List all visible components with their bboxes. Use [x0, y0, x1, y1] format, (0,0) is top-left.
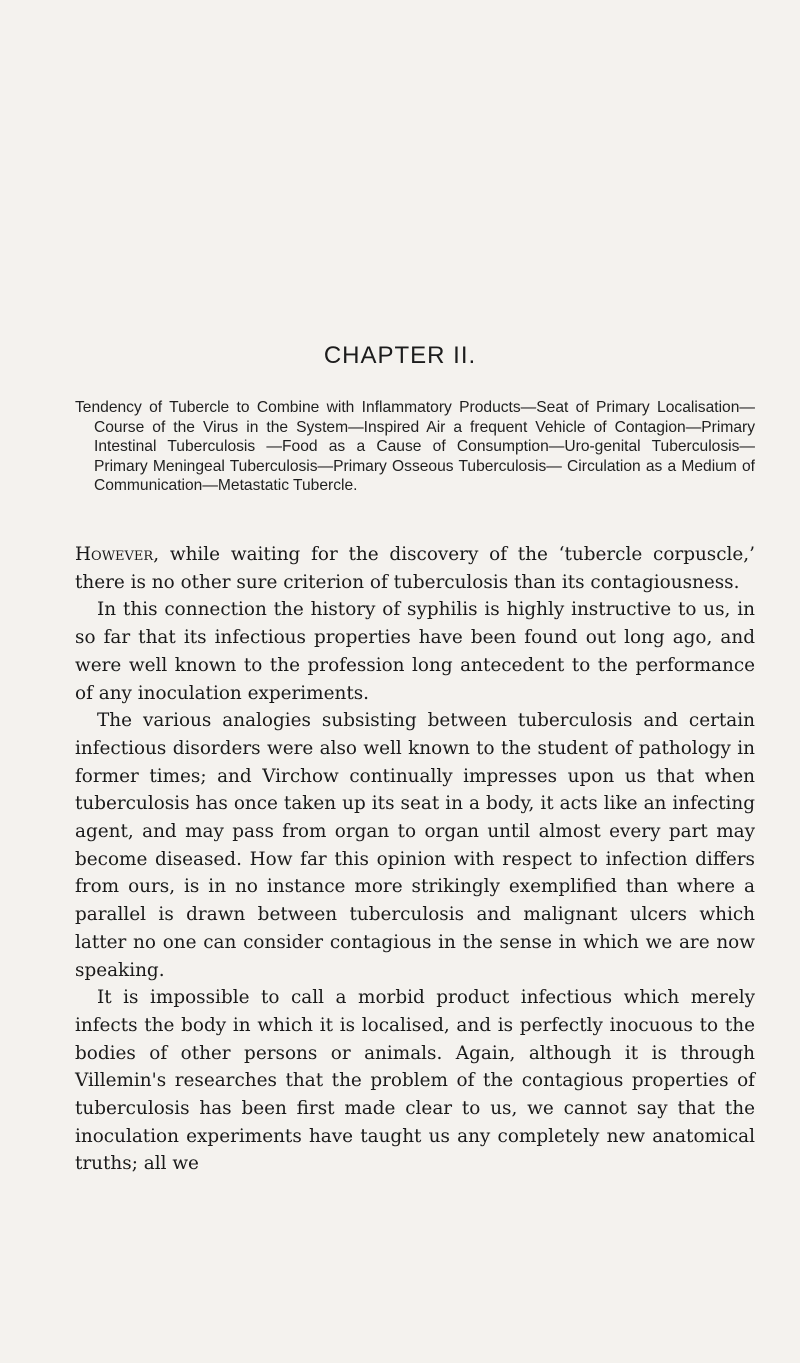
paragraph-2: In this connection the history of syphilis is highly instructive to us, in so far that its infectious properties have been found out long ago, and were well known to the profession long antecedent to the performance of any inoculation experiments. — [75, 599, 755, 704]
paragraph-1 — [75, 541, 755, 596]
chapter-synopsis: Tendency of Tubercle to Combine with Inflammatory Products—Seat of Primary Localisation—Course of the Virus in the System—Inspired Air a frequent Vehicle of Contagion—Primary Intestinal Tuberculosis —Food as a Cause of Consumption—Uro-genital Tuberculosis— Primary Meningeal Tuberculosis—Primary Osseous Tuberculosis— Circulation as a Medium of Communication—Metastatic Tubercle. — [75, 399, 755, 495]
body-text — [75, 541, 755, 1178]
paragraph-4: It is impossible to call a morbid product infectious which merely infects the body in which it is localised, and is perfectly inocuous to the bodies of other persons or animals. Again, although it is through Villemin's researches that the problem of the contagious properties of tuberculosis has been first made clear to us, we cannot say that the inoculation experiments have taught us any completely new anatomical truths; all we — [75, 987, 755, 1175]
paragraph-3: The various analogies subsisting between tuberculosis and certain infectious disorders were also well known to the student of pathology in former times; and Virchow continually impresses upon us that when tuberculosis has once taken up its seat in a body, it acts like an infecting agent, and may pass from organ to organ until almost every part may become diseased. How far this opinion with respect to infection differs from ours, is in no instance more strikingly exemplified than where a parallel is drawn between tuberculosis and malignant ulcers which latter no one can consider contagious in the sense in which we are now speaking. — [75, 710, 755, 981]
chapter-title: CHAPTER II. — [323, 342, 477, 369]
paragraph-lead-word: However, — [75, 544, 160, 565]
paragraph-1-text: while waiting for the discovery of the ‘tubercle corpuscle,’ there is no other sure criterion of tuberculosis than its contagiousness. — [75, 544, 755, 593]
